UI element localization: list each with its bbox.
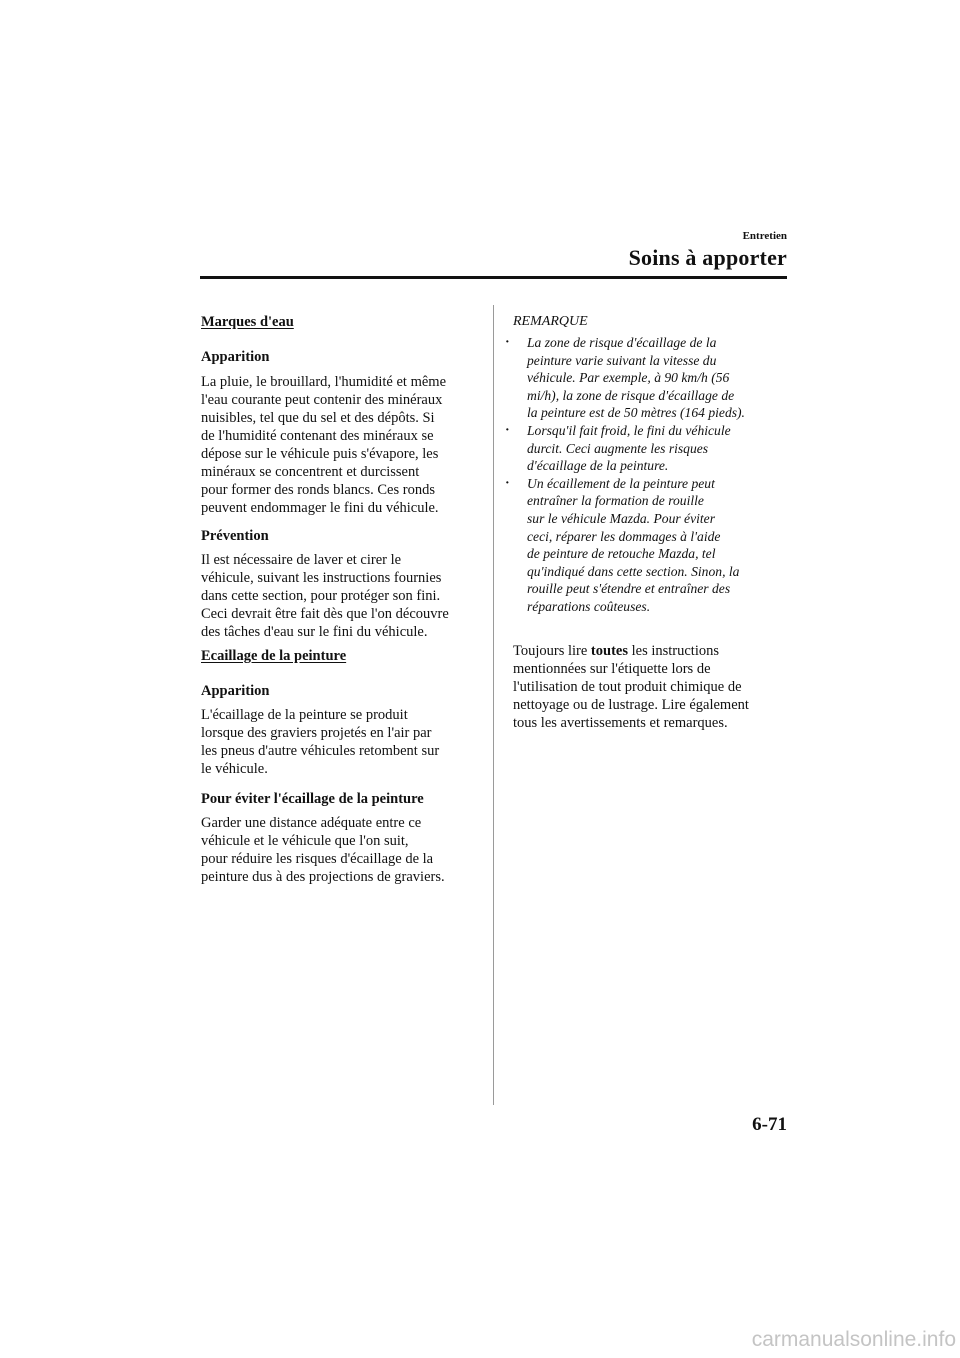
text-line: Lorsqu'il fait froid, le fini du véhicule	[527, 422, 731, 438]
bullet-icon: ·	[505, 335, 510, 350]
section-heading: Marques d'eau	[201, 314, 294, 330]
text-line: de peinture de retouche Mazda, tel	[527, 546, 716, 562]
column-divider	[493, 305, 494, 1105]
paint-chipping-section	[201, 647, 346, 665]
watermark-text: carmanualsonline.info	[751, 1328, 956, 1351]
text-line: lorsque des graviers projetés en l'air par	[201, 725, 432, 741]
text-line: Il est nécessaire de laver et cirer le	[201, 552, 402, 568]
text-line: tous les avertissements et remarques.	[513, 715, 728, 731]
section-heading: Ecaillage de la peinture	[201, 648, 347, 664]
text-line: La zone de risque d'écaillage de la	[527, 335, 717, 350]
text-line: Un écaillement de la peinture peut	[527, 475, 715, 491]
text-line: entraîner la formation de rouille	[527, 493, 704, 509]
text-line: peinture dus à des projections de graviers.	[201, 869, 445, 885]
text-line: véhicule. Par exemple, à 90 km/h (56	[527, 370, 730, 386]
text-run: les instructions	[627, 643, 720, 659]
water-marks-appearance	[201, 348, 270, 366]
note-bullet-list	[505, 334, 785, 616]
bullet-icon: ·	[505, 475, 510, 491]
text-line: les pneus d'autre véhicules retombent sur	[201, 743, 440, 759]
text-line: Garder une distance adéquate entre ce	[201, 815, 422, 831]
text-line: peuvent endommager le fini du véhicule.	[201, 500, 439, 516]
text-line	[513, 642, 749, 660]
text-line: minéraux se concentrent et durcissent	[201, 464, 420, 480]
page-title: Soins à apporter	[628, 245, 787, 270]
text-line: nettoyage ou de lustrage. Lire également	[513, 697, 749, 713]
text-line: mentionnées sur l'étiquette lors de	[513, 661, 711, 677]
text-line: de l'humidité contenant des minéraux se	[201, 428, 434, 444]
text-line: sur le véhicule Mazda. Pour éviter	[527, 510, 715, 526]
text-line: l'eau courante peut contenir des minéraux	[201, 392, 443, 408]
text-line: des tâches d'eau sur le fini du véhicule.	[201, 624, 428, 640]
paint-chipping-prevention	[201, 790, 424, 808]
header-rule	[200, 276, 787, 279]
text-line: d'écaillage de la peinture.	[527, 458, 669, 474]
text-line: le véhicule.	[201, 761, 268, 777]
text-line: véhicule et le véhicule que l'on suit,	[201, 833, 409, 849]
paint-chipping-appearance-text	[201, 706, 439, 778]
water-marks-appearance-text	[201, 373, 446, 517]
note-bullet-item	[505, 334, 785, 422]
subsection-heading: Prévention	[201, 528, 269, 544]
note-bullet-item	[505, 422, 785, 475]
text-line: pour former des ronds blancs. Ces ronds	[201, 482, 435, 498]
text-line: la peinture est de 50 mètres (164 pieds).	[527, 405, 745, 421]
text-line: qu'indiqué dans cette section. Sinon, la	[527, 563, 740, 579]
text-line: ceci, réparer les dommages à l'aide	[527, 528, 721, 544]
emphasis-word: toutes	[590, 643, 628, 659]
text-line: rouille peut s'étendre et entraîner des	[527, 581, 731, 597]
paint-chipping-appearance	[201, 682, 270, 700]
subsection-heading: Apparition	[201, 349, 270, 365]
text-line: durcit. Ceci augmente les risques	[527, 440, 709, 456]
page-number: 6-71	[752, 1114, 787, 1135]
text-line: Ceci devrait être fait dès que l'on découvre	[201, 606, 449, 622]
text-run: Toujours lire	[513, 643, 591, 659]
note-bullet-item	[505, 475, 785, 616]
bullet-icon: ·	[505, 422, 510, 438]
text-line: véhicule, suivant les instructions fournies	[201, 570, 442, 586]
text-line: mi/h), la zone de risque d'écaillage de	[527, 387, 735, 403]
chapter-label: Entretien	[742, 230, 787, 242]
text-line: réparations coûteuses.	[527, 598, 651, 614]
instructions-paragraph	[513, 642, 749, 732]
water-marks-prevention	[201, 527, 269, 545]
paint-chipping-prevention-text	[201, 814, 445, 886]
subsection-heading: Pour éviter l'écaillage de la peinture	[201, 791, 424, 807]
text-line: La pluie, le brouillard, l'humidité et même	[201, 374, 447, 390]
subsection-heading: Apparition	[201, 683, 270, 699]
text-line: peinture varie suivant la vitesse du	[527, 352, 717, 368]
text-line: l'utilisation de tout produit chimique de	[513, 679, 742, 695]
text-line: dépose sur le véhicule puis s'évapore, les	[201, 446, 439, 462]
water-marks-section	[201, 313, 294, 331]
water-marks-prevention-text	[201, 551, 449, 641]
text-line: nuisibles, tel que du sel et des dépôts. Si	[201, 410, 435, 426]
text-line: pour réduire les risques d'écaillage de la	[201, 851, 434, 867]
text-line: L'écaillage de la peinture se produit	[201, 707, 408, 723]
text-line: dans cette section, pour protéger son fini.	[201, 588, 441, 604]
note-heading: REMARQUE	[513, 314, 588, 329]
